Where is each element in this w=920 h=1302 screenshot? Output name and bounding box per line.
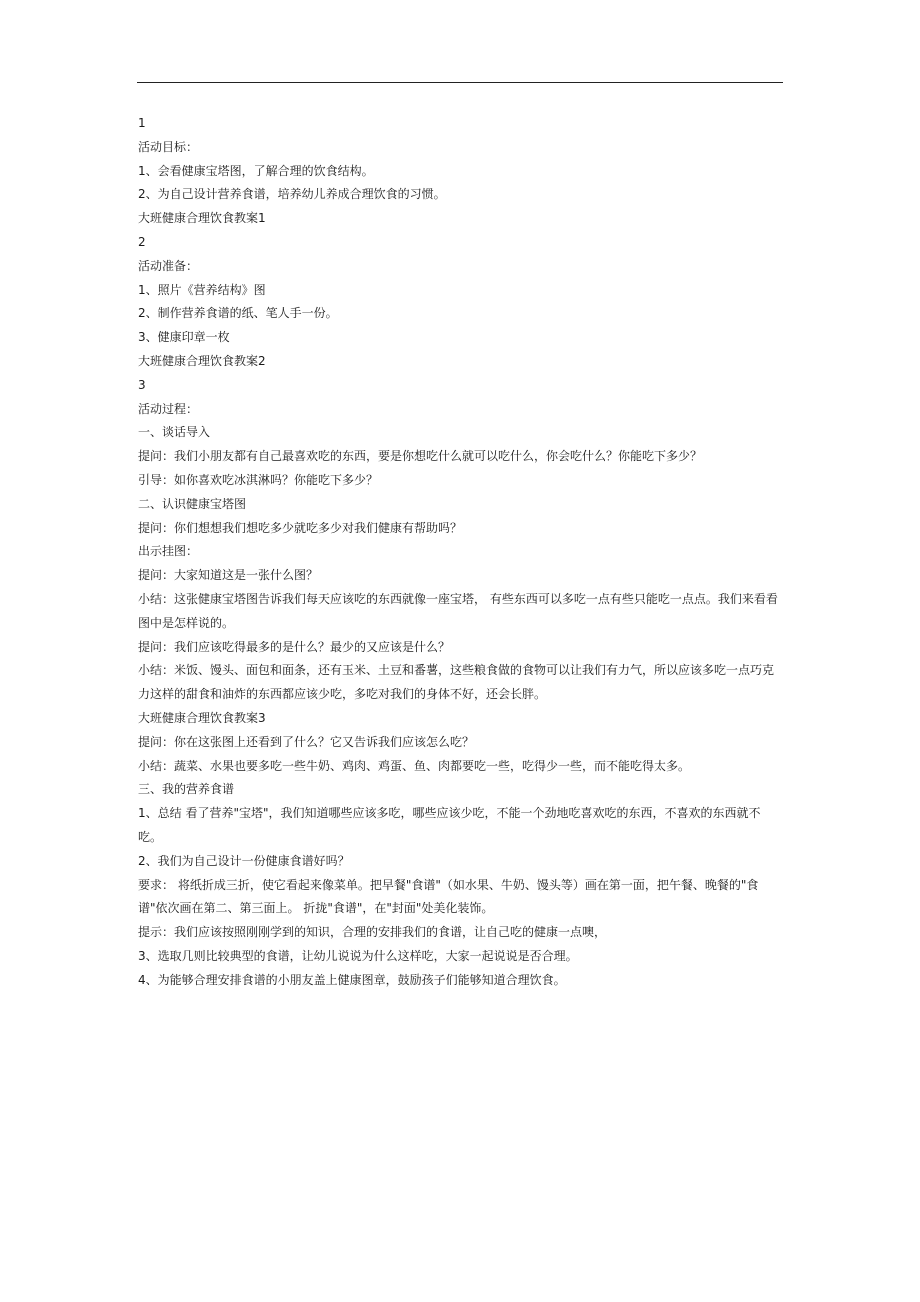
paragraph: 提问：大家知道这是一张什么图？ (138, 568, 319, 583)
paragraph: 引导：如你喜欢吃冰淇淋吗？你能吃下多少？ (138, 472, 379, 487)
list-item: 2、制作营养食谱的纸、笔人手一份。 (138, 306, 338, 321)
list-item: 1、照片《营养结构》图 (138, 282, 266, 297)
paragraph: 出示挂图： (138, 544, 199, 559)
paragraph: 要求： 将纸折成三折，使它看起来像菜单。把早餐"食谱"（如水果、牛奶、馒头等）画在第一面，把午餐、晚餐的"食谱"依次画在第二、第三面上。 折拢"食谱"，在"封面"处美化装饰。 (138, 877, 759, 916)
list-item: 4、为能够合理安排食谱的小朋友盖上健康图章，鼓励孩子们能够知道合理饮食。 (138, 972, 566, 987)
paragraph: 提问：你在这张图上还看到了什么？它又告诉我们应该怎么吃？ (138, 734, 475, 749)
header-rule (137, 82, 783, 83)
paragraph: 小结：蔬菜、水果也要多吃一些牛奶、鸡肉、鸡蛋、鱼、肉都要吃一些，吃得少一些，而不能吃得太多。 (138, 758, 691, 773)
document-title: 大班健康合理饮食教案3 (138, 710, 266, 725)
list-item: 1、总结 看了营养"宝塔"，我们知道哪些应该多吃，哪些应该少吃，不能一个劲地吃喜欢吃的东西，不喜欢的东西就不吃。 (138, 806, 761, 844)
list-item: 3、选取几则比较典型的食谱，让幼儿说说为什么这样吃，大家一起说说是否合理。 (138, 948, 578, 963)
section-number: 1 (138, 116, 146, 130)
paragraph: 提示：我们应该按照刚刚学到的知识，合理的安排我们的食谱，让自己吃的健康一点噢， (138, 925, 607, 940)
paragraph: 提问：我们应该吃得最多的是什么？最少的又应该是什么？ (138, 639, 451, 654)
document-title: 大班健康合理饮食教案2 (138, 353, 266, 368)
paragraph: 提问：我们小朋友都有自己最喜欢吃的东西，要是你想吃什么就可以吃什么，你会吃什么？你能吃下多少？ (138, 449, 703, 464)
list-item: 1、会看健康宝塔图，了解合理的饮食结构。 (138, 163, 374, 178)
document-title: 大班健康合理饮食教案1 (138, 211, 266, 226)
section-number: 3 (138, 377, 146, 392)
subsection-heading: 三、我的营养食谱 (138, 782, 235, 797)
paragraph: 小结：这张健康宝塔图告诉我们每天应该吃的东西就像一座宝塔， 有些东西可以多吃一点有些只能吃一点点。我们来看看图中是怎样说的。 (138, 591, 778, 630)
section-heading: 活动过程： (138, 401, 199, 416)
list-item: 2、我们为自己设计一份健康食谱好吗？ (138, 853, 350, 868)
section-heading: 活动目标： (138, 139, 199, 154)
list-item: 2、为自己设计营养食谱，培养幼儿养成合理饮食的习惯。 (138, 187, 446, 202)
paragraph: 小结：米饭、馒头、面包和面条，还有玉米、土豆和番薯，这些粮食做的食物可以让我们有力气，所以应该多吃一点巧克力这样的甜食和油炸的东西都应该少吃，多吃对我们的身体不好，还会长胖。 (138, 663, 775, 702)
subsection-heading: 一、谈话导入 (138, 425, 211, 440)
list-item: 3、健康印章一枚 (138, 330, 230, 345)
paragraph: 提问：你们想想我们想吃多少就吃多少对我们健康有帮助吗？ (138, 520, 463, 535)
section-heading: 活动准备： (138, 258, 199, 273)
subsection-heading: 二、认识健康宝塔图 (138, 496, 247, 511)
document-body (138, 112, 784, 992)
section-number: 2 (138, 234, 146, 249)
